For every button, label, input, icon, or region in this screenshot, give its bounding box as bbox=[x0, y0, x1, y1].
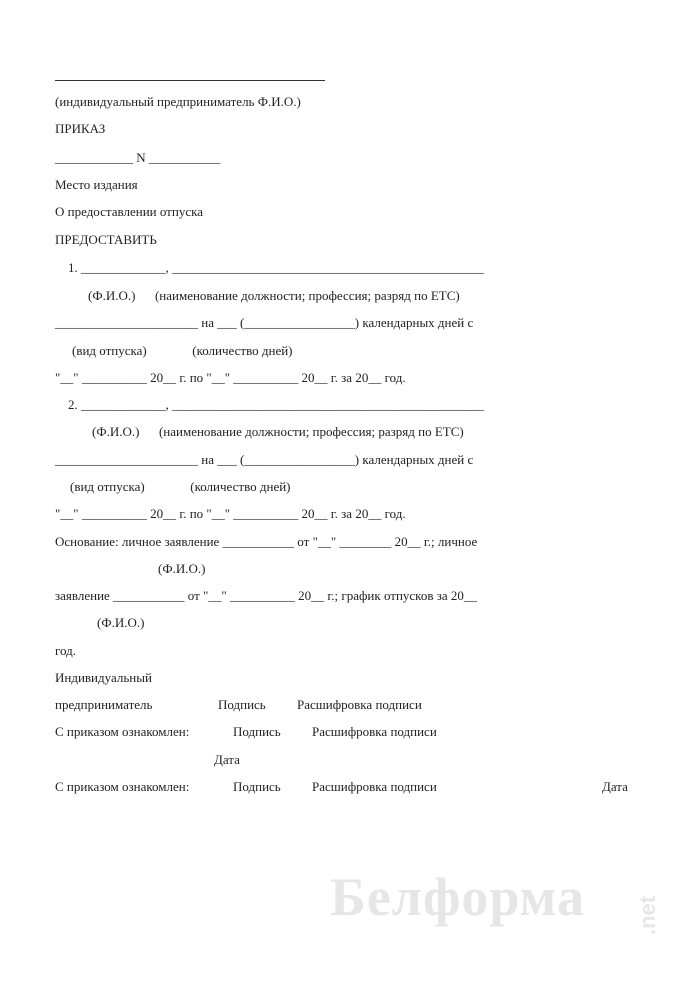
acquainted-signature-2: Подпись bbox=[233, 779, 281, 794]
order-number-line: ____________ N ___________ bbox=[55, 150, 221, 165]
item2-leave-type-line: ______________________ на ___ (_________________) календарных дней с bbox=[55, 452, 474, 467]
document-title: ПРИКАЗ bbox=[55, 121, 106, 136]
basis-year: год. bbox=[55, 643, 76, 658]
entrepreneur-label-line1: Индивидуальный bbox=[55, 670, 152, 685]
item1-dates-line: "__" __________ 20__ г. по "__" __________ 20__ г. за 20__ год. bbox=[55, 370, 406, 385]
grant-heading: ПРЕДОСТАВИТЬ bbox=[55, 232, 157, 247]
item2-field-hints: (Ф.И.О.) (наименование должности; профессия; разряд по ЕТС) bbox=[92, 424, 464, 439]
basis-line: Основание: личное заявление ___________ от "__" ________ 20__ г.; личное bbox=[55, 534, 478, 549]
item2-employee-line: 2. _____________, ________________________________________________ bbox=[68, 397, 484, 412]
acquainted-decoding-1: Расшифровка подписи bbox=[312, 724, 437, 739]
watermark-tld: .net bbox=[635, 895, 660, 935]
item2-dates-line: "__" __________ 20__ г. по "__" __________ 20__ г. за 20__ год. bbox=[55, 506, 406, 521]
basis-fio-hint: (Ф.И.О.) bbox=[158, 561, 206, 576]
watermark-brand: Белформа bbox=[330, 867, 585, 927]
entrepreneur-blank-line bbox=[55, 80, 325, 81]
item1-leave-hints: (вид отпуска) (количество дней) bbox=[72, 343, 293, 358]
basis-statement-line: заявление ___________ от "__" __________ 20__ г.; график отпусков за 20__ bbox=[55, 588, 477, 603]
acquainted-label-1: С приказом ознакомлен: bbox=[55, 724, 190, 739]
order-subject: О предоставлении отпуска bbox=[55, 204, 203, 219]
basis-fio-hint-2: (Ф.И.О.) bbox=[97, 615, 145, 630]
entrepreneur-hint: (индивидуальный предприниматель Ф.И.О.) bbox=[55, 94, 301, 109]
entrepreneur-signature-decoding: Расшифровка подписи bbox=[297, 697, 422, 712]
entrepreneur-label-line2: предприниматель bbox=[55, 697, 153, 712]
acquainted-decoding-2: Расшифровка подписи bbox=[312, 779, 437, 794]
item1-employee-line: 1. _____________, ________________________________________________ bbox=[68, 260, 484, 275]
item2-leave-hints: (вид отпуска) (количество дней) bbox=[70, 479, 291, 494]
acquainted-date-1: Дата bbox=[214, 752, 240, 767]
acquainted-label-2: С приказом ознакомлен: bbox=[55, 779, 190, 794]
entrepreneur-signature: Подпись bbox=[218, 697, 266, 712]
item1-leave-type-line: ______________________ на ___ (_________________) календарных дней с bbox=[55, 315, 474, 330]
place-of-issue: Место издания bbox=[55, 177, 138, 192]
item1-field-hints: (Ф.И.О.) (наименование должности; профессия; разряд по ЕТС) bbox=[88, 288, 460, 303]
acquainted-date-2: Дата bbox=[602, 779, 628, 794]
acquainted-signature-1: Подпись bbox=[233, 724, 281, 739]
